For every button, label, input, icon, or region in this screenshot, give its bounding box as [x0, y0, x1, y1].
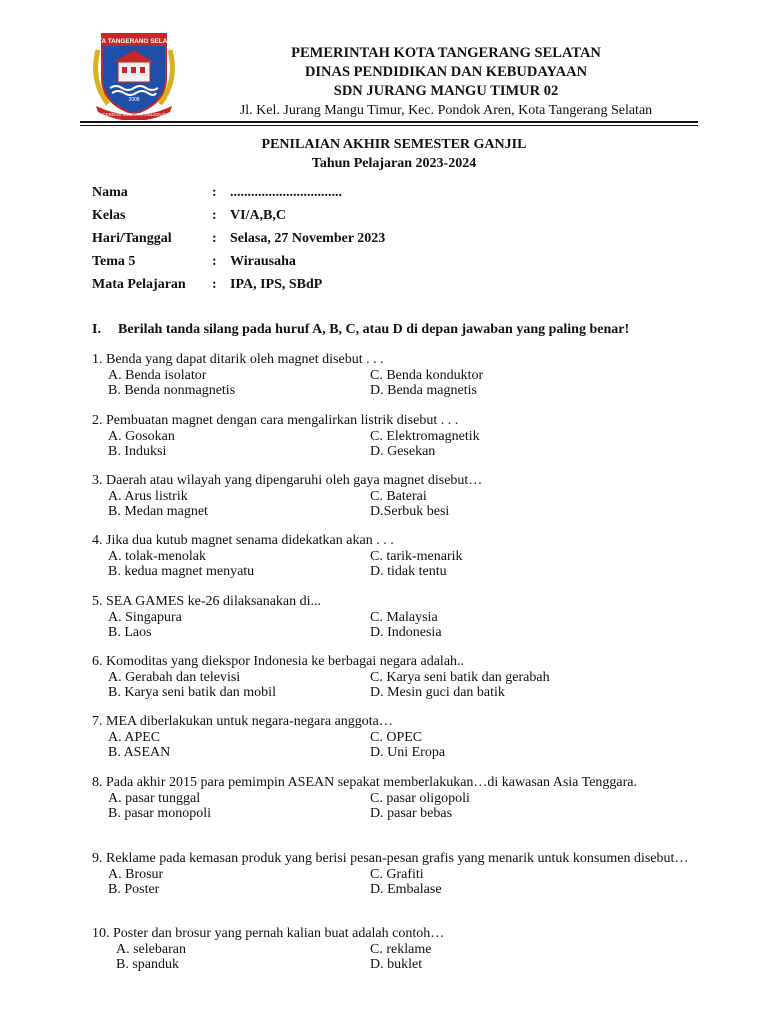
identity-value: IPA, IPS, SBdP	[230, 277, 323, 292]
question-10	[92, 926, 694, 973]
svg-text:2008: 2008	[128, 97, 140, 103]
option-a[interactable]: A. APEC	[108, 729, 161, 745]
option-c[interactable]: C. Karya seni batik dan gerabah	[370, 669, 550, 685]
question-6	[92, 654, 694, 701]
question-stem: 4. Jika dua kutub magnet senama didekatkan akan . . .	[92, 533, 394, 548]
academic-year: Tahun Pelajaran 2023-2024	[311, 156, 477, 171]
identity-label: Hari/Tanggal	[92, 231, 172, 246]
identity-colon: :	[212, 208, 217, 223]
option-b[interactable]: B. Poster	[108, 882, 160, 897]
identity-colon: :	[212, 231, 217, 246]
option-b[interactable]: B. ASEAN	[108, 745, 171, 760]
question-stem: 7. MEA diberlakukan untuk negara-negara anggota…	[92, 714, 393, 729]
option-c[interactable]: C. reklame	[370, 941, 432, 957]
option-c[interactable]: C. Elektromagnetik	[370, 428, 480, 444]
exam-title-block	[180, 135, 608, 173]
question-5	[92, 594, 694, 641]
question-8	[92, 775, 694, 822]
option-c[interactable]: C. Grafiti	[370, 866, 424, 882]
option-d[interactable]: D.Serbuk besi	[370, 504, 450, 519]
option-b[interactable]: B. Karya seni batik dan mobil	[108, 685, 276, 700]
option-c[interactable]: C. Baterai	[370, 488, 427, 504]
header-divider	[80, 121, 698, 123]
identity-colon: :	[212, 277, 217, 292]
option-b[interactable]: B. Laos	[108, 625, 152, 640]
identity-value: Selasa, 27 November 2023	[230, 231, 386, 246]
question-9	[92, 851, 694, 898]
identity-label: Kelas	[92, 208, 126, 223]
option-d[interactable]: D. Mesin guci dan batik	[370, 685, 505, 700]
answer-options	[92, 610, 694, 641]
section-number: I.	[92, 322, 101, 337]
option-b[interactable]: B. spanduk	[116, 957, 179, 972]
option-c[interactable]: C. OPEC	[370, 729, 423, 745]
identity-colon: :	[212, 254, 217, 269]
question-1	[92, 352, 694, 399]
option-d[interactable]: D. Benda magnetis	[370, 383, 477, 398]
identity-label: Mata Pelajaran	[92, 277, 186, 292]
question-stem: 10. Poster dan brosur yang pernah kalian buat adalah contoh…	[92, 926, 445, 941]
header-divider-thin	[80, 125, 698, 126]
option-a[interactable]: A. Gosokan	[108, 428, 175, 444]
question-stem: 9. Reklame pada kemasan produk yang berisi pesan-pesan grafis yang menarik untuk konsumen disebut…	[92, 851, 689, 866]
question-2	[92, 413, 694, 460]
question-7	[92, 714, 694, 761]
option-c[interactable]: C. Malaysia	[370, 609, 438, 625]
question-stem: 2. Pembuatan magnet dengan cara mengalirkan listrik disebut . . .	[92, 413, 459, 428]
identity-colon: :	[212, 185, 217, 200]
option-d[interactable]: D. tidak tentu	[370, 564, 447, 579]
question-stem: 6. Komoditas yang diekspor Indonesia ke berbagai negara adalah..	[92, 654, 465, 669]
option-b[interactable]: B. Medan magnet	[108, 504, 208, 519]
answer-options	[92, 489, 694, 520]
answer-options	[92, 942, 694, 973]
question-stem: 1. Benda yang dapat ditarik oleh magnet disebut . . .	[92, 352, 384, 367]
option-d[interactable]: D. pasar bebas	[370, 806, 453, 821]
identity-label: Tema 5	[92, 254, 136, 269]
answer-options	[92, 429, 694, 460]
option-a[interactable]: A. selebaran	[116, 941, 186, 957]
option-c[interactable]: C. tarik-menarik	[370, 548, 463, 564]
name-field[interactable]: ................................	[230, 185, 342, 200]
answer-options	[92, 867, 694, 898]
option-a[interactable]: A. Gerabah dan televisi	[108, 669, 241, 685]
question-4	[92, 533, 694, 580]
answer-options	[92, 791, 694, 822]
option-c[interactable]: C. pasar oligopoli	[370, 790, 470, 806]
option-d[interactable]: D. Indonesia	[370, 625, 442, 640]
option-a[interactable]: A. Benda isolator	[108, 367, 207, 383]
identity-value: Wirausaha	[230, 254, 296, 269]
answer-options	[92, 730, 694, 761]
option-d[interactable]: D. buklet	[370, 957, 423, 972]
option-b[interactable]: B. Benda nonmagnetis	[108, 383, 236, 398]
identity-label: Nama	[92, 185, 128, 200]
section-instruction	[92, 322, 629, 338]
svg-text:CERDAS MODERN RELIGIUS: CERDAS MODERN RELIGIUS	[102, 112, 166, 117]
option-a[interactable]: A. Arus listrik	[108, 488, 188, 504]
question-stem: 5. SEA GAMES ke-26 dilaksanakan di...	[92, 594, 322, 609]
instruction-text: Berilah tanda silang pada huruf A, B, C, atau D di depan jawaban yang paling benar!	[118, 322, 630, 337]
department-name: DINAS PENDIDIKAN DAN KEBUDAYAAN	[304, 64, 588, 80]
government-name: PEMERINTAH KOTA TANGERANG SELATAN	[291, 45, 601, 61]
option-a[interactable]: A. tolak-menolak	[108, 548, 206, 564]
question-3	[92, 473, 694, 520]
logo-top-text: KOTA TANGERANG SELATAN	[88, 38, 180, 45]
question-stem: 3. Daerah atau wilayah yang dipengaruhi oleh gaya magnet disebut…	[92, 473, 483, 488]
answer-options	[92, 549, 694, 580]
identity-value: VI/A,B,C	[230, 208, 287, 223]
option-b[interactable]: B. pasar monopoli	[108, 806, 212, 821]
option-a[interactable]: A. Brosur	[108, 866, 164, 882]
letterhead	[210, 44, 682, 120]
question-stem: 8. Pada akhir 2015 para pemimpin ASEAN sepakat memberlakukan…di kawasan Asia Tenggara.	[92, 775, 638, 790]
option-c[interactable]: C. Benda konduktor	[370, 367, 484, 383]
city-logo	[86, 20, 182, 120]
option-d[interactable]: D. Gesekan	[370, 444, 436, 459]
option-d[interactable]: D. Uni Eropa	[370, 745, 446, 760]
option-b[interactable]: B. Induksi	[108, 444, 167, 459]
option-a[interactable]: A. Singapura	[108, 609, 182, 625]
school-name: SDN JURANG MANGU TIMUR 02	[333, 83, 559, 99]
school-address: Jl. Kel. Jurang Mangu Timur, Kec. Pondok Aren, Kota Tangerang Selatan	[239, 103, 653, 118]
answer-options	[92, 368, 694, 399]
option-d[interactable]: D. Embalase	[370, 882, 442, 897]
answer-options	[92, 670, 694, 701]
exam-title: PENILAIAN AKHIR SEMESTER GANJIL	[261, 137, 527, 152]
option-a[interactable]: A. pasar tunggal	[108, 790, 201, 806]
option-b[interactable]: B. kedua magnet menyatu	[108, 564, 255, 579]
